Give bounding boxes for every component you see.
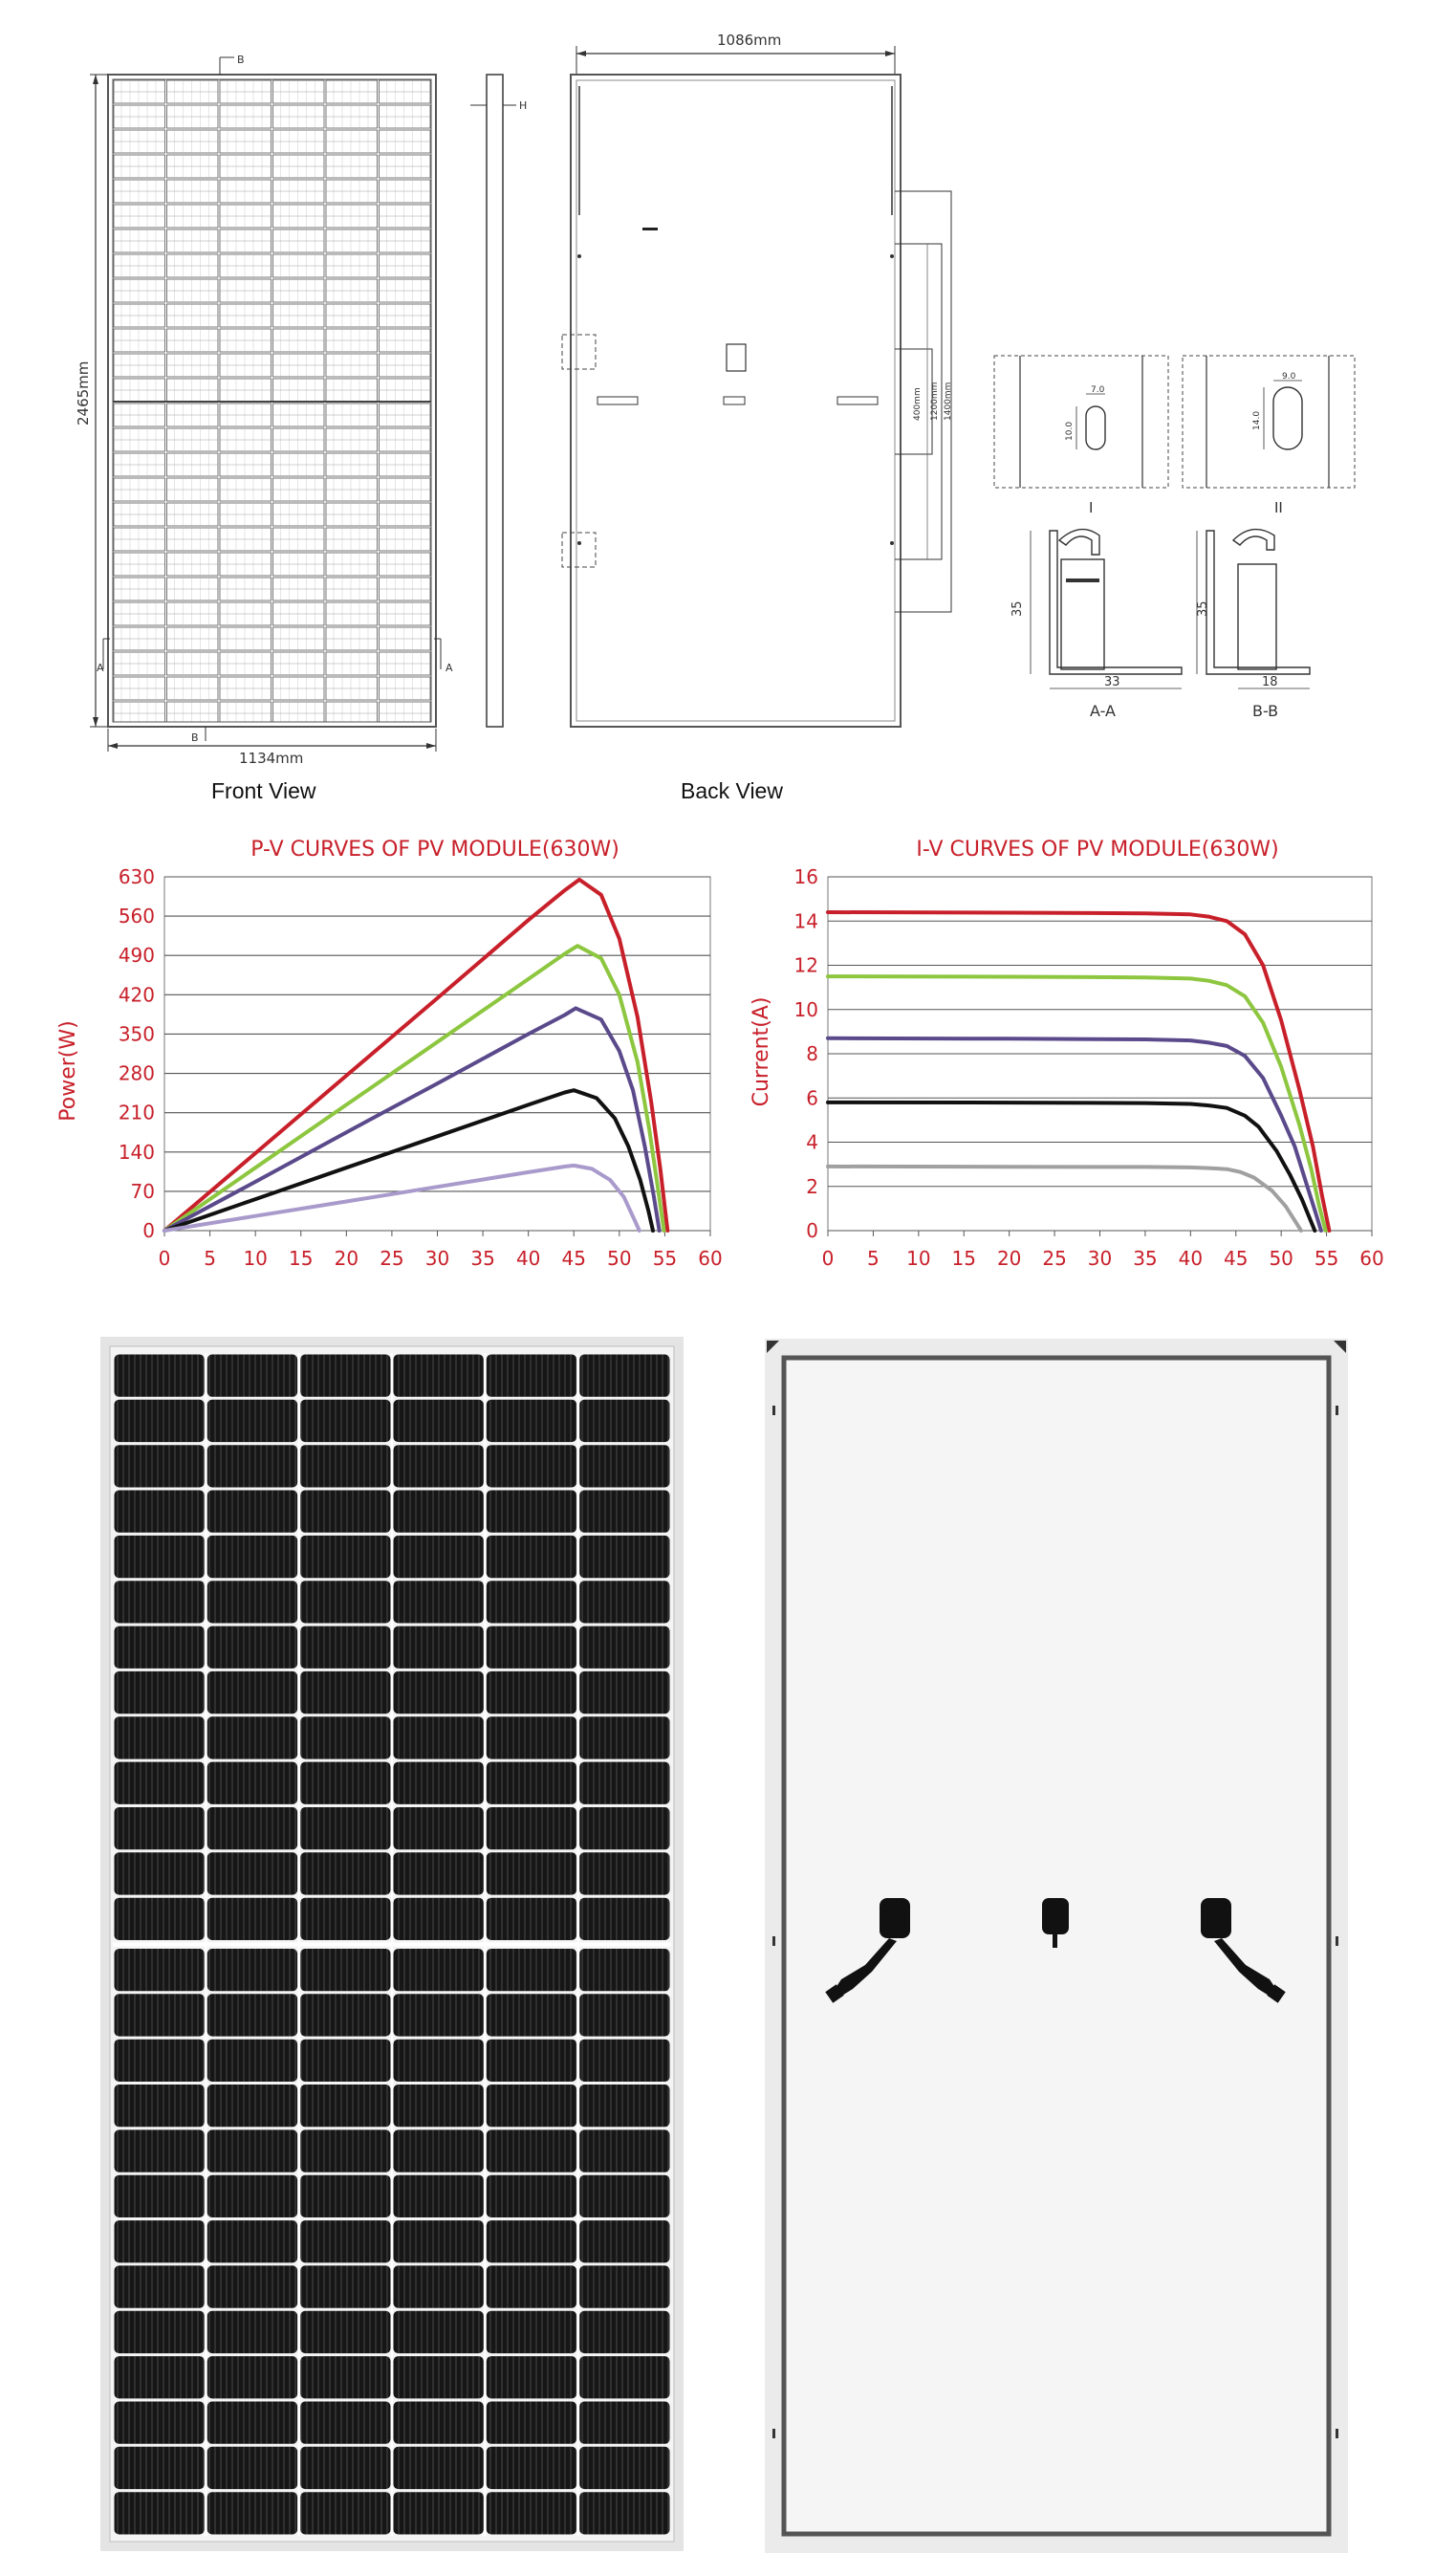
solar-cell [115,2356,205,2398]
pv-xtick-label: 45 [561,1247,586,1270]
solar-cell [300,2265,390,2307]
solar-cell [579,1491,669,1533]
back-view-label: Back View [681,778,783,803]
solar-cell [394,1716,484,1758]
iv-ytick-label: 6 [806,1086,818,1110]
iv-series-red [828,912,1329,1231]
pv-ytick-label: 70 [130,1179,155,1203]
solar-cell [487,2040,576,2082]
solar-cell [487,1898,576,1940]
pv-xtick-label: 30 [424,1247,450,1270]
pv-xtick-label: 20 [334,1247,359,1270]
solar-cell [207,1716,297,1758]
solar-cell [115,1491,205,1533]
solar-cell [579,2492,669,2534]
solar-cell [394,1355,484,1397]
solar-cell [487,1762,576,1804]
iv-chart-title: I-V CURVES OF PV MODULE(630W) [916,838,1279,862]
pv-plot-frame [164,877,710,1231]
solar-cell [300,2402,390,2444]
solar-cell [487,1445,576,1487]
solar-cell [487,1355,576,1397]
solar-cell [394,2265,484,2307]
back-dim-400: 400mm [913,387,923,421]
solar-cell [300,2356,390,2398]
solar-cell [487,1949,576,1991]
solar-cell [207,2311,297,2353]
pv-chart-title: P-V CURVES OF PV MODULE(630W) [250,838,619,862]
pv-xtick-label: 0 [158,1247,171,1270]
iv-ytick-label: 4 [806,1130,818,1154]
pv-xtick-label: 50 [607,1247,632,1270]
solar-cell [300,2447,390,2489]
solar-cell [115,1671,205,1714]
solar-cell [115,2175,205,2217]
solar-cell [207,1807,297,1849]
solar-cell [115,2447,205,2489]
solar-cell [579,1626,669,1669]
pv-series-lavender [164,1166,640,1231]
section-aa-label: A-A [1090,702,1116,720]
solar-cell [115,1762,205,1804]
detail-i-drawing [994,356,1168,516]
detail-ii-label: II [1274,499,1283,516]
solar-cell [115,2265,205,2307]
solar-cell [579,1581,669,1623]
solar-cell [579,1852,669,1894]
solar-cell [394,1536,484,1578]
iv-ytick-label: 16 [793,865,818,888]
solar-cell [207,1949,297,1991]
iv-ytick-label: 8 [806,1042,818,1065]
solar-cell [394,1445,484,1487]
solar-cell [115,1581,205,1623]
front-width-dim: 1134mm [239,750,304,767]
solar-cell [579,1355,669,1397]
solar-cell [487,1536,576,1578]
iv-ytick-label: 0 [806,1219,818,1242]
iv-xtick-label: 5 [867,1247,880,1270]
solar-cell [207,1994,297,2036]
solar-cell [115,1807,205,1849]
solar-cell [579,1949,669,1991]
solar-cell [487,1807,576,1849]
back-dim-1200: 1200mm [930,382,940,421]
iv-xtick-label: 55 [1314,1247,1339,1270]
solar-cell [394,1762,484,1804]
solar-cell [579,2447,669,2489]
solar-cell [207,2402,297,2444]
pv-ytick-label: 140 [118,1140,155,1164]
solar-cell [394,1898,484,1940]
solar-cell [300,1626,390,1669]
pv-ytick-label: 280 [118,1061,155,1085]
solar-cell [300,1898,390,1940]
solar-cell [207,1581,297,1623]
solar-cell [300,1716,390,1758]
solar-cell [487,1581,576,1623]
solar-cell [300,1949,390,1991]
solar-cell [394,2040,484,2082]
iv-chart-ylabel: Current(A) [750,996,773,1107]
pv-xtick-label: 10 [243,1247,268,1270]
solar-cell [579,1536,669,1578]
pv-xtick-label: 40 [515,1247,541,1270]
solar-cell [207,2447,297,2489]
solar-cell [487,2311,576,2353]
solar-cell [115,2402,205,2444]
solar-cell [579,2085,669,2127]
iv-series-purple [828,1038,1321,1231]
solar-cell [207,1355,297,1397]
solar-cell [394,1626,484,1669]
solar-cell [207,2265,297,2307]
solar-cell [207,1762,297,1804]
pv-xtick-label: 15 [289,1247,314,1270]
pv-chart-ylabel: Power(W) [56,1020,80,1122]
solar-cell [115,1400,205,1442]
solar-cell [579,1762,669,1804]
solar-cell [487,1852,576,1894]
solar-cell [487,2265,576,2307]
solar-cell [300,1355,390,1397]
detail-i-width: 7.0 [1091,385,1105,395]
pv-ytick-label: 350 [118,1022,155,1046]
solar-cell [394,2085,484,2127]
solar-cell [579,1716,669,1758]
section-aa-width: 33 [1104,675,1120,689]
solar-cell [487,2492,576,2534]
solar-cell [115,2311,205,2353]
iv-ytick-label: 2 [806,1174,818,1198]
iv-xtick-label: 60 [1359,1247,1384,1270]
iv-series-gray [828,1167,1301,1231]
solar-cell [207,1400,297,1442]
solar-cell [487,2402,576,2444]
solar-cell [394,1491,484,1533]
solar-cell [579,2129,669,2172]
detail-i-label: I [1089,499,1094,516]
section-bb-width: 18 [1262,675,1278,689]
section-mark-b-top: B [237,54,245,66]
solar-cell [487,2220,576,2262]
solar-cell [579,2402,669,2444]
solar-cell [394,2220,484,2262]
section-bb-drawing [1196,530,1310,720]
section-bb-label: B-B [1252,702,1279,720]
solar-cell [487,1400,576,1442]
solar-cell [115,1536,205,1578]
pv-ytick-label: 210 [118,1101,155,1124]
pv-ytick-label: 490 [118,944,155,968]
solar-cell [207,1898,297,1940]
solar-cell [300,2220,390,2262]
iv-xtick-label: 0 [821,1247,835,1270]
pv-ytick-label: 0 [142,1219,155,1242]
solar-cell [394,1949,484,1991]
front-view-drawing [75,54,453,803]
solar-cell [115,2492,205,2534]
iv-xtick-label: 10 [906,1247,931,1270]
solar-cell [207,2356,297,2398]
solar-cell [300,1491,390,1533]
solar-cell [394,2175,484,2217]
technical-drawing [75,32,1355,803]
front-height-dim: 2465mm [75,360,92,426]
back-dim-1400: 1400mm [944,382,953,421]
solar-cell [115,2085,205,2127]
solar-cell [115,1898,205,1940]
solar-cell [300,2175,390,2217]
side-frame-drawing [470,75,527,727]
pv-chart-grid [164,877,710,1236]
section-bb-height: 35 [1196,600,1210,617]
solar-cell [487,2129,576,2172]
solar-cell [394,2129,484,2172]
solar-cell [300,2311,390,2353]
solar-cell [579,1898,669,1940]
pv-series-black [164,1090,653,1231]
iv-xtick-label: 50 [1269,1247,1293,1270]
solar-cell [487,1716,576,1758]
solar-cell [300,2085,390,2127]
solar-cell [579,2175,669,2217]
detail-ii-drawing [1183,356,1355,516]
pv-ytick-label: 420 [118,983,155,1007]
solar-cell [487,2175,576,2217]
pv-chart-series [164,880,667,1231]
pv-series-green [164,946,664,1231]
detail-ii-height: 14.0 [1252,410,1262,430]
solar-cell [487,2447,576,2489]
section-mark-b-bottom: B [191,731,199,744]
solar-cell [579,1400,669,1442]
solar-cell [487,2085,576,2127]
pv-chart-ticks [119,865,723,1270]
solar-cell [207,2492,297,2534]
solar-cell [300,1762,390,1804]
solar-cell [207,2085,297,2127]
section-aa-drawing [1010,530,1182,720]
pv-series-purple [164,1008,660,1231]
iv-curve-chart [750,838,1384,1270]
solar-cell [115,1445,205,1487]
solar-cell [115,2220,205,2262]
iv-xtick-label: 25 [1042,1247,1067,1270]
solar-cell [115,1994,205,2036]
solar-cell [394,1671,484,1714]
pv-xtick-label: 60 [698,1247,723,1270]
iv-xtick-label: 20 [996,1247,1022,1270]
pv-ytick-label: 560 [118,905,155,928]
front-cell-grid [113,1353,671,2536]
solar-cell [115,1626,205,1669]
solar-cell [115,2129,205,2172]
solar-cell [207,1445,297,1487]
solar-cell [300,2040,390,2082]
solar-cell [487,2356,576,2398]
section-mark-a-right: A [445,662,453,674]
iv-xtick-label: 40 [1178,1247,1204,1270]
pv-xtick-label: 25 [380,1247,404,1270]
detail-i-height: 10.0 [1065,421,1075,441]
solar-cell [579,2311,669,2353]
pv-xtick-label: 5 [204,1247,216,1270]
solar-cell [300,1581,390,1623]
solar-cell [487,1491,576,1533]
pv-curve-chart [56,838,723,1270]
front-view-label: Front View [211,778,316,803]
solar-cell [487,1626,576,1669]
front-panel-photo [100,1337,684,2551]
solar-cell [300,1994,390,2036]
detail-ii-width: 9.0 [1282,372,1296,382]
solar-cell [394,1994,484,2036]
solar-cell [579,2220,669,2262]
solar-cell [207,2175,297,2217]
solar-cell [207,1626,297,1669]
solar-cell [300,1400,390,1442]
solar-cell [115,1949,205,1991]
pv-xtick-label: 35 [470,1247,495,1270]
solar-cell [579,1807,669,1849]
side-mark-h: H [519,99,528,112]
solar-cell [394,1400,484,1442]
solar-cell [579,1671,669,1714]
iv-xtick-label: 15 [951,1247,976,1270]
solar-cell [207,2040,297,2082]
pv-xtick-label: 55 [652,1247,678,1270]
back-panel-photo [765,1339,1348,2553]
solar-cell [115,2040,205,2082]
solar-cell [115,1355,205,1397]
back-view-drawing [562,32,953,803]
solar-cell [207,2220,297,2262]
solar-cell [394,1852,484,1894]
solar-cell [394,2492,484,2534]
solar-cell [115,1716,205,1758]
iv-ytick-label: 14 [793,909,818,933]
solar-cell [579,1445,669,1487]
section-mark-a-left: A [97,662,104,674]
solar-cell [300,1536,390,1578]
solar-cell [394,2402,484,2444]
solar-cell [394,2447,484,2489]
iv-chart-series [828,912,1329,1231]
solar-cell [207,2129,297,2172]
solar-cell [579,2356,669,2398]
solar-cell [115,1852,205,1894]
solar-cell [207,1536,297,1578]
solar-cell [579,2040,669,2082]
solar-cell [300,2492,390,2534]
solar-cell [300,1852,390,1894]
iv-xtick-label: 30 [1087,1247,1113,1270]
solar-cell [300,2129,390,2172]
solar-cell [207,1491,297,1533]
solar-cell [207,1671,297,1714]
solar-cell [300,1445,390,1487]
solar-cell [394,1807,484,1849]
pv-ytick-label: 630 [118,865,155,888]
iv-ytick-label: 12 [793,953,818,977]
solar-cell [394,1581,484,1623]
section-aa-height: 35 [1010,600,1025,617]
back-width-dim: 1086mm [717,32,782,49]
solar-cell [487,1671,576,1714]
solar-cell [300,1671,390,1714]
iv-xtick-label: 35 [1133,1247,1158,1270]
solar-cell [579,1994,669,2036]
solar-cell [487,1994,576,2036]
solar-cell [394,2311,484,2353]
solar-cell [579,2265,669,2307]
solar-cell [207,1852,297,1894]
iv-ytick-label: 10 [793,997,818,1021]
solar-cell [300,1807,390,1849]
iv-xtick-label: 45 [1224,1247,1249,1270]
solar-cell [394,2356,484,2398]
